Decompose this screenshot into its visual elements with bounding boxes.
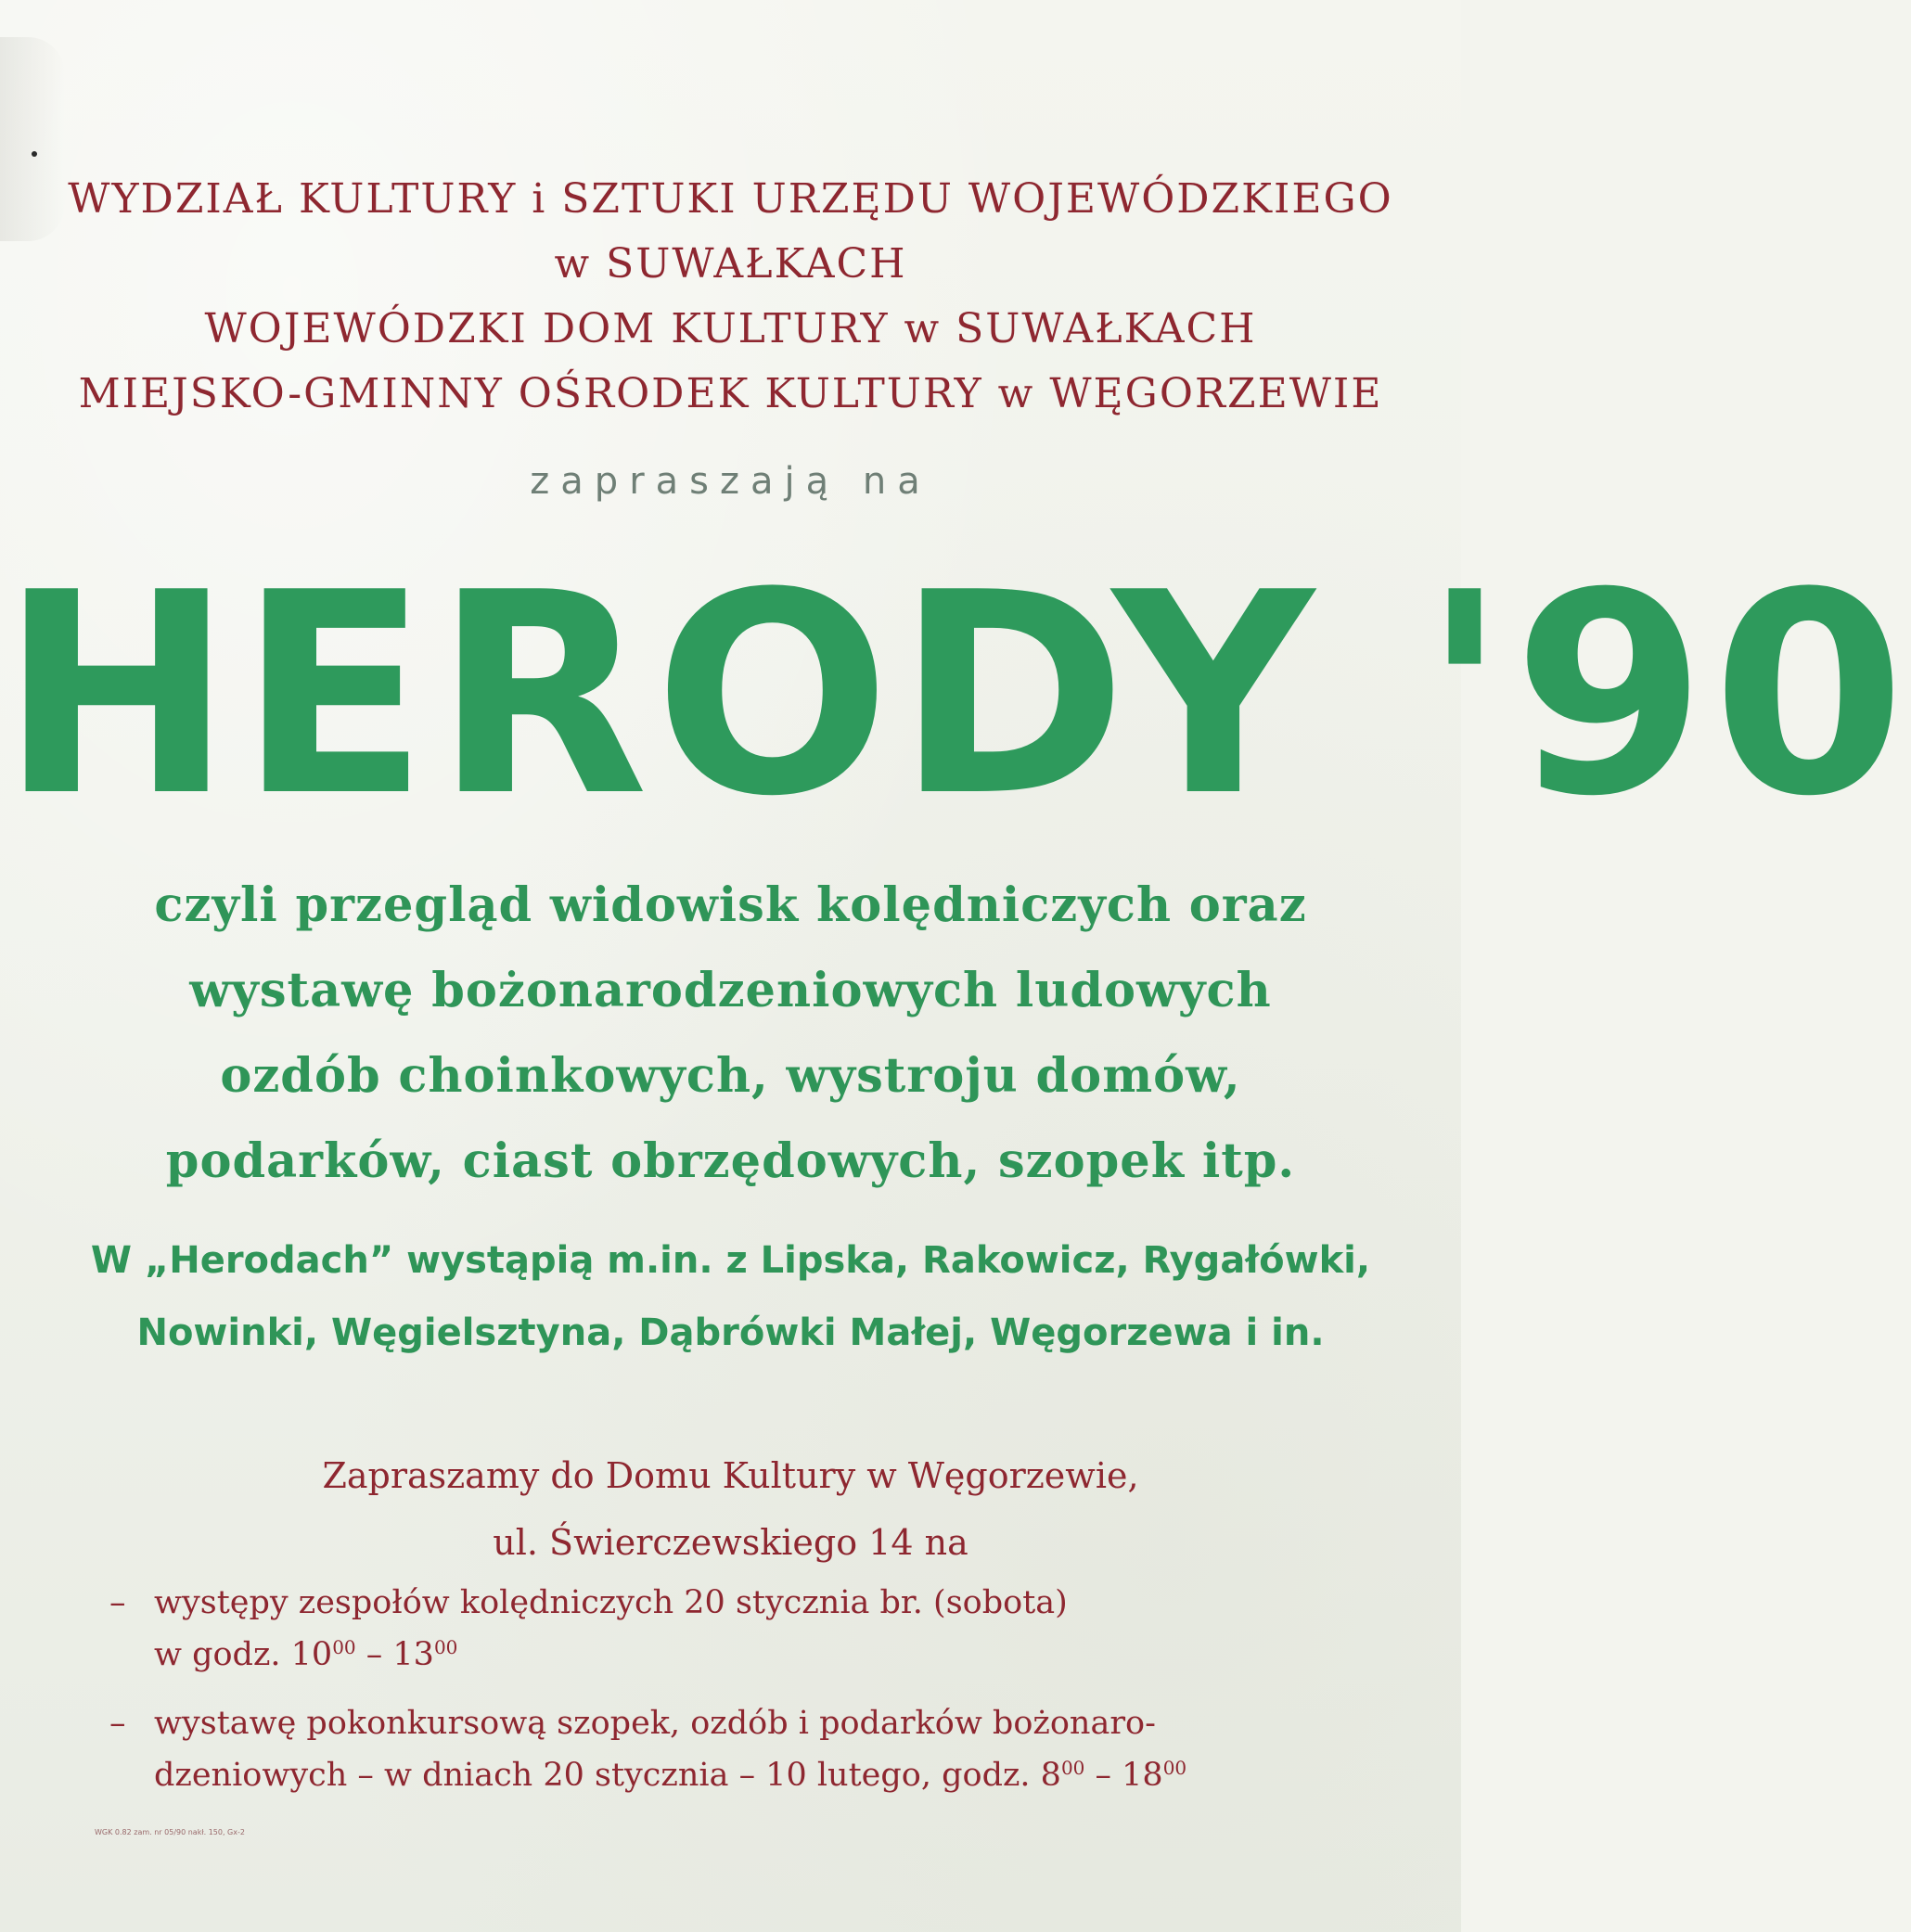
organizer-line: WYDZIAŁ KULTURY i SZTUKI URZĘDU WOJEWÓDZKIEGO: [68, 175, 1393, 223]
ink-dot: [32, 151, 37, 157]
event-description: wystawę pokonkursową szopek, ozdób i podarków bożonaro-: [154, 1705, 1156, 1742]
event-time-prefix: w godz. 10: [154, 1636, 333, 1673]
event-dash: –: [109, 1584, 126, 1621]
poster-title: HERODY '90: [0, 533, 1911, 857]
subtitle-line: ozdób choinkowych, wystroju domów,: [220, 1048, 1241, 1104]
event-time-prefix: dzeniowych – w dniach 20 stycznia – 10 lutego, godz. 8: [154, 1757, 1061, 1794]
venue-line: Zapraszamy do Domu Kultury w Węgorzewie,: [322, 1455, 1139, 1496]
invite-text: zapraszają na: [530, 460, 931, 503]
organizer-line: MIEJSKO-GMINNY OŚRODEK KULTURY w WĘGORZEWIE: [78, 370, 1383, 417]
venue-block: [0, 1442, 1461, 1576]
performers-block: [0, 1224, 1461, 1369]
subtitle-line: podarków, ciast obrzędowych, szopek itp.: [165, 1133, 1296, 1189]
organizers-block: [0, 167, 1461, 427]
time-superscript: 00: [332, 1636, 356, 1658]
event-time-separator: – 13: [355, 1636, 434, 1673]
event-time-separator: – 18: [1084, 1757, 1163, 1794]
venue-line: ul. Świerczewskiego 14 na: [493, 1522, 968, 1563]
event-time-line: [109, 1749, 1390, 1801]
subtitle-block: [0, 863, 1461, 1204]
events-list: [109, 1577, 1390, 1818]
printer-note: WGK 0.82 zam. nr 05/90 nakł. 150, Gx-2: [95, 1828, 245, 1836]
event-description: występy zespołów kolędniczych 20 stycznia br. (sobota): [154, 1584, 1068, 1621]
organizer-line: w SUWAŁKACH: [554, 240, 907, 288]
event-item: [109, 1697, 1390, 1801]
event-line: [109, 1577, 1390, 1629]
event-dash: –: [109, 1705, 126, 1742]
time-superscript: 00: [1162, 1757, 1187, 1779]
time-superscript: 00: [433, 1636, 458, 1658]
event-line: [109, 1697, 1390, 1749]
performers-line: Nowinki, Węgielsztyna, Dąbrówki Małej, Węgorzewa i in.: [136, 1311, 1325, 1354]
organizer-line: WOJEWÓDZKI DOM KULTURY w SUWAŁKACH: [204, 305, 1257, 352]
event-item: [109, 1577, 1390, 1681]
subtitle-line: czyli przegląd widowisk kolędniczych oraz: [154, 877, 1307, 933]
time-superscript: 00: [1060, 1757, 1085, 1779]
performers-line: W „Herodach” wystąpią m.in. z Lipska, Rakowicz, Rygałówki,: [90, 1239, 1371, 1282]
subtitle-line: wystawę bożonarodzeniowych ludowych: [189, 963, 1272, 1018]
event-time-line: [109, 1629, 1390, 1681]
